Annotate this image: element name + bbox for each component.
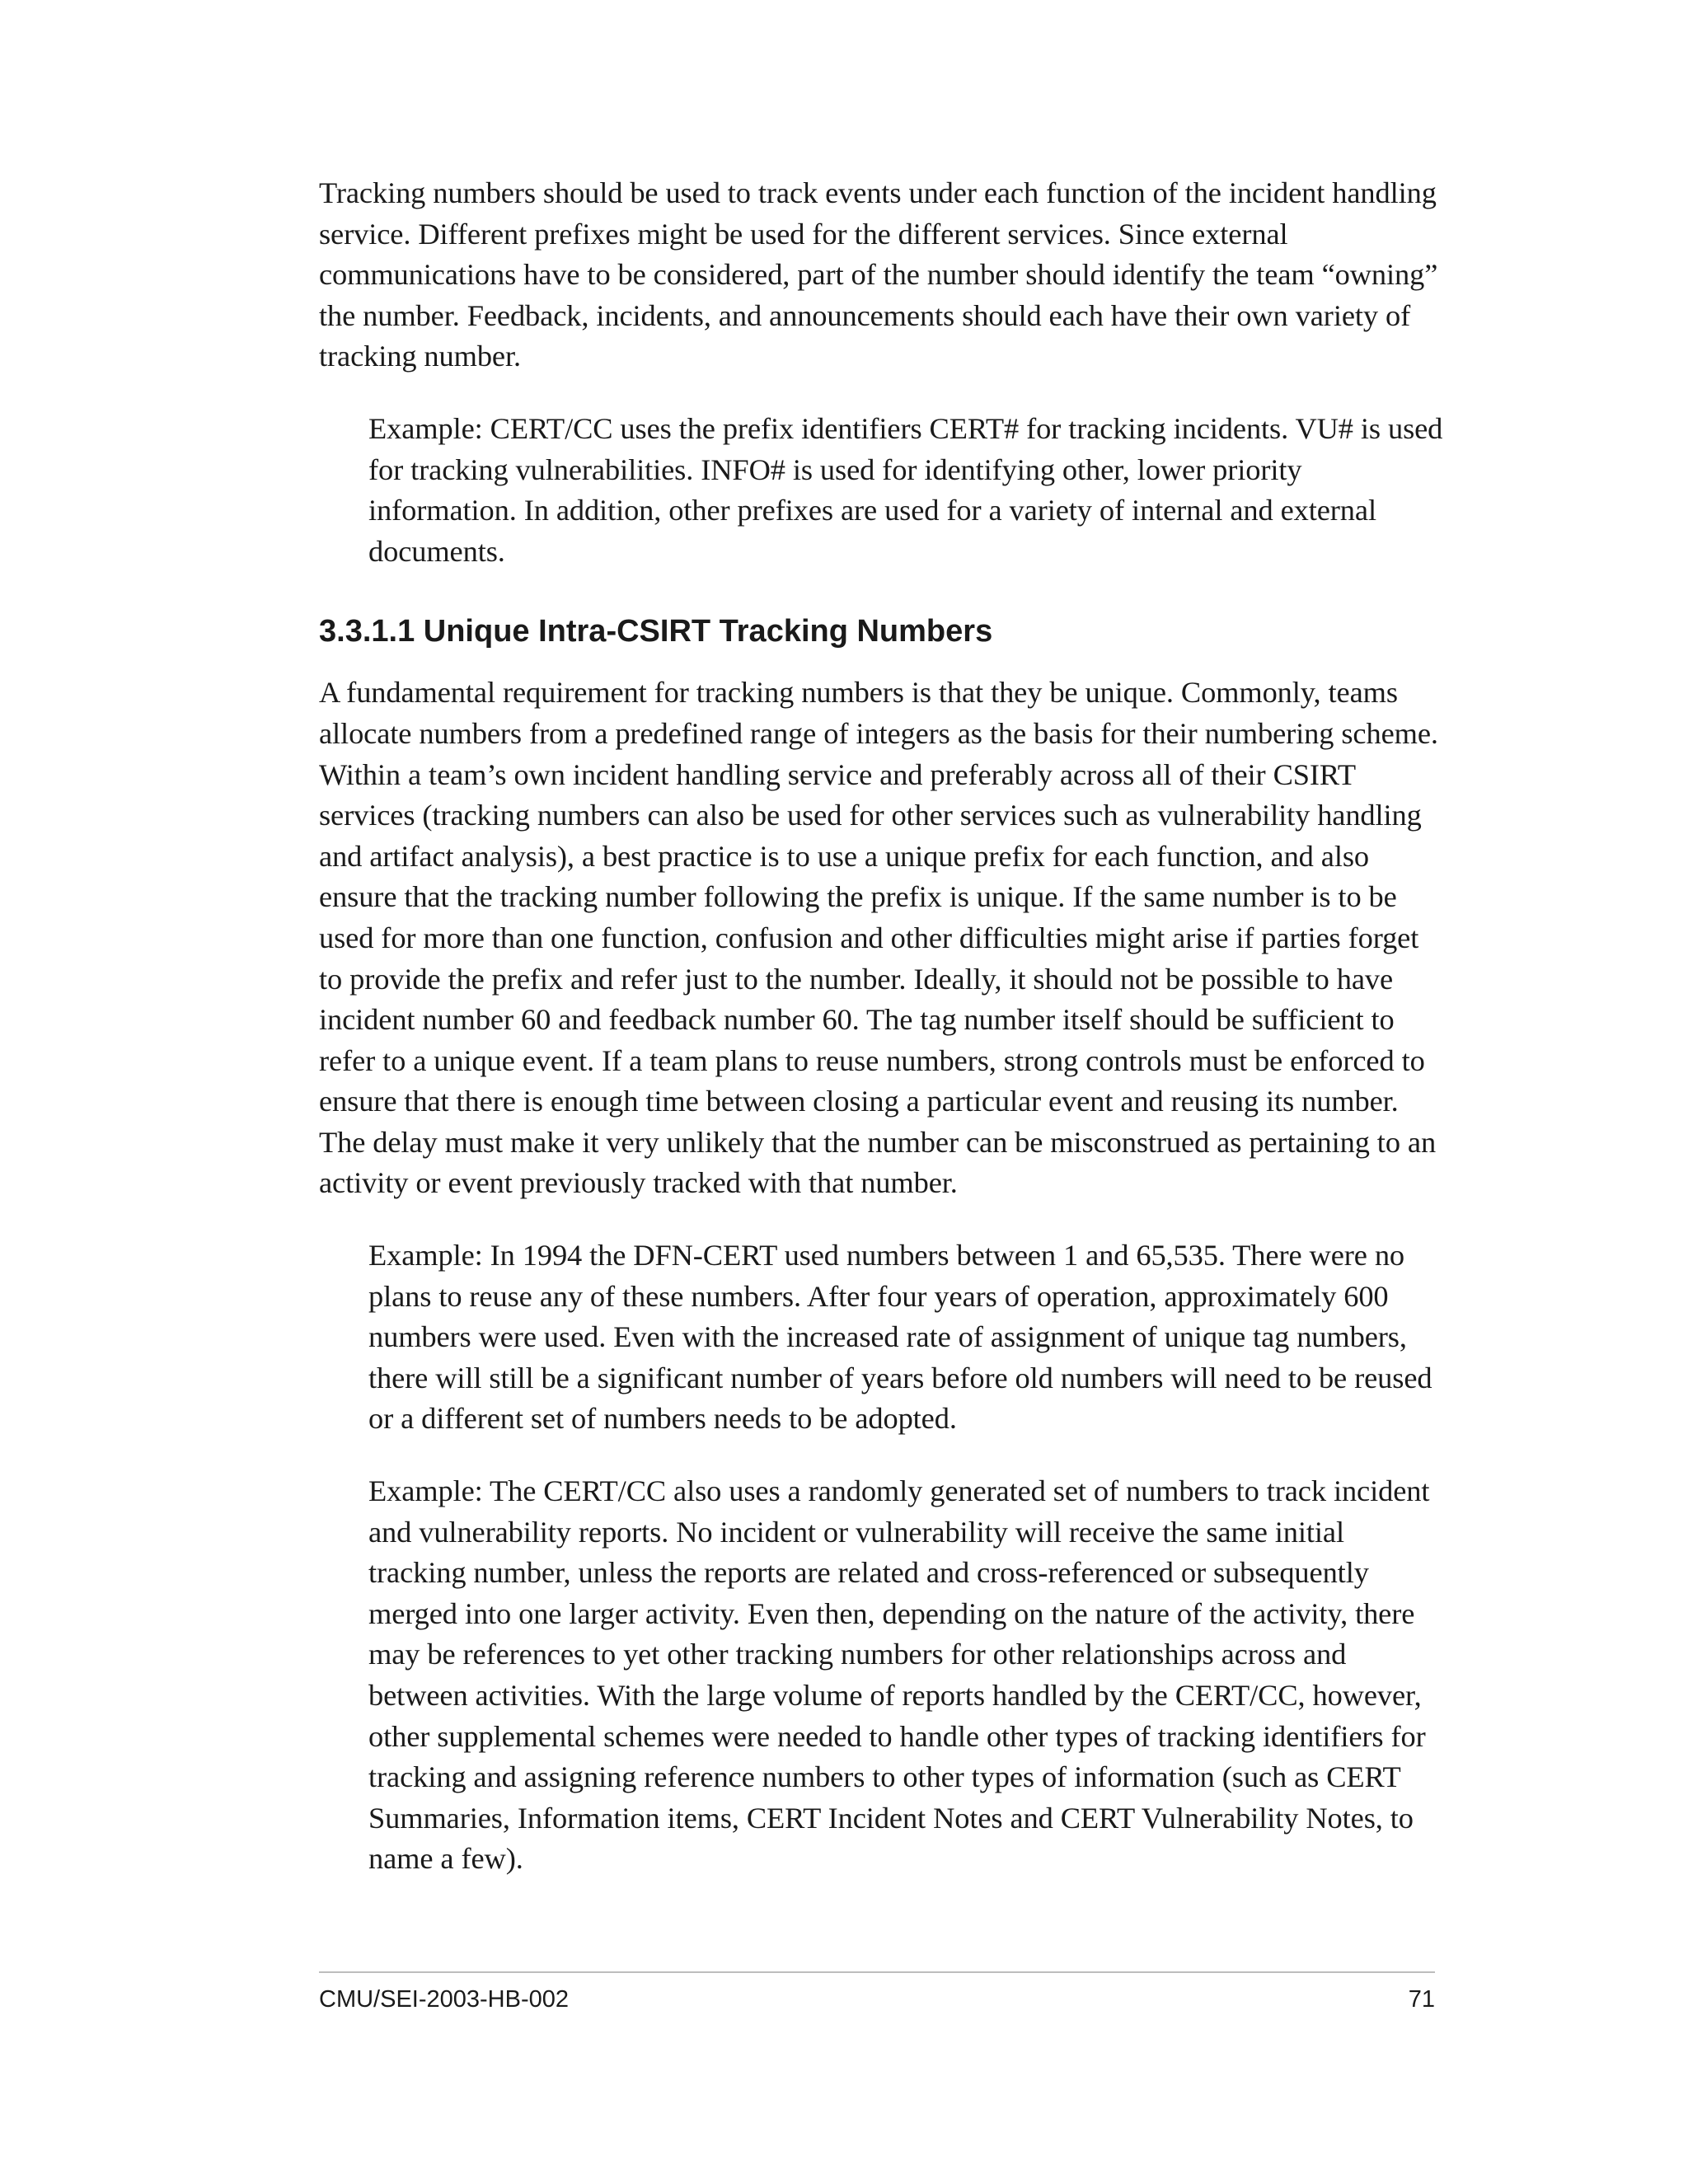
footer-page-number: 71 xyxy=(1408,1986,1435,2013)
example-paragraph: Example: The CERT/CC also uses a randomly generated set of numbers to track incident and vulnerability reports. No incident or vulnerability will receive the same initial tracking number, unless the reports are related and cross-referenced or subsequently merged into one larger activity. Even then, depending on the nature of the activity, there may be references to yet other tracking numbers for other relationships across and between activities. With the large volume of reports handled by the CERT/CC, however, other supplemental schemes were needed to handle other types of tracking identifiers for tracking and assigning reference numbers to other types of information (such as CERT Summaries, Information items, CERT Incident Notes and CERT Vulnerability Notes, to name a few). xyxy=(368,1474,1430,1876)
footer-document-id: CMU/SEI-2003-HB-002 xyxy=(319,1986,569,2013)
body-paragraph: Tracking numbers should be used to track events under each function of the incident handling service. Different prefixes might be used for the different services. Since external communications have to be considered, part of the number should identify the team “owning” the number. Feedback, incidents, and announcements should each have their own variety of tracking number. xyxy=(319,176,1438,373)
example-paragraph: Example: In 1994 the DFN-CERT used numbers between 1 and 65,535. There were no plans to reuse any of these numbers. After four years of operation, approximately 600 numbers were used. Even with the increased rate of assignment of unique tag numbers, there will still be a significant number of years before old numbers will need to be reused or a different set of numbers needs to be adopted. xyxy=(368,1239,1432,1436)
body-paragraph: A fundamental requirement for tracking numbers is that they be unique. Commonly, teams allocate numbers from a predefined range of integers as the basis for their numbering scheme. Within a team’s own incident handling service and preferably across all of their CSIRT services (tracking numbers can also be used for other services such as vulnerability handling and artifact analysis), a best practice is to use a unique prefix for each function, and also ensure that the tracking number following the prefix is unique. If the same number is to be used for more than one function, confusion and other difficulties might arise if parties forget to provide the prefix and refer just to the number. Ideally, it should not be possible to have incident number 60 and feedback number 60. The tag number itself should be sufficient to refer to a unique event. If a team plans to reuse numbers, strong controls must be enforced to ensure that there is enough time between closing a particular event and reusing its number. The delay must make it very unlikely that the number can be misconstrued as pertaining to an activity or event previously tracked with that number. xyxy=(319,676,1438,1200)
page-body xyxy=(319,173,1448,1911)
example-paragraph: Example: CERT/CC uses the prefix identifiers CERT# for tracking incidents. VU# is used for tracking vulnerabilities. INFO# is used for identifying other, lower priority information. In addition, other prefixes are used for a variety of internal and external documents. xyxy=(368,411,1443,568)
page-footer xyxy=(319,1971,1435,2014)
section-heading: 3.3.1.1 Unique Intra-CSIRT Tracking Numbers xyxy=(319,614,993,649)
